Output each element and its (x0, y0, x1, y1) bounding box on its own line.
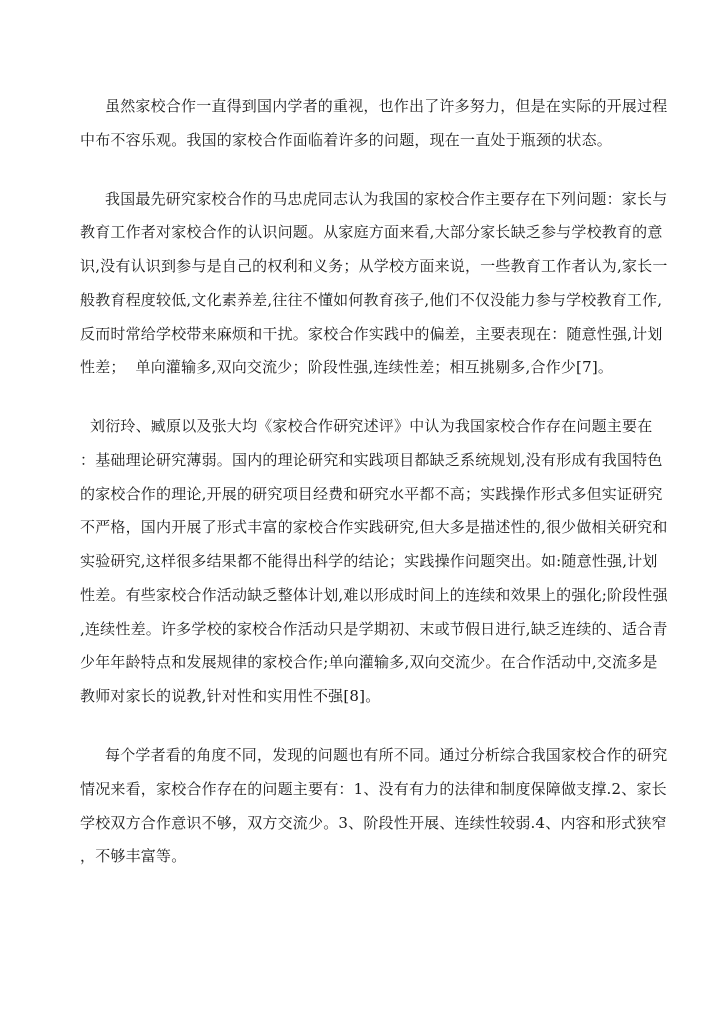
paragraph-line: 学校双方合作意识不够，双方交流少。3、阶段性开展、连续性较弱.4、内容和形式狭窄 (80, 814, 667, 832)
paragraph-line: 刘衍玲、臧原以及张大均《家校合作研究述评》中认为我国家校合作存在问题主要在 (90, 417, 653, 435)
paragraph-line: ，不够丰富等。 (80, 847, 187, 865)
paragraph-line: 我国最先研究家校合作的马忠虎同志认为我国的家校合作主要存在下列问题：家长与 (105, 190, 668, 208)
paragraph-line: 情况来看，家校合作存在的问题主要有：1、没有有力的法律和制度保障做支撑.2、家长 (80, 780, 667, 798)
paragraph-line: 教师对家长的说教,针对性和实用性不强[8]。 (80, 687, 381, 705)
paragraph-line: 虽然家校合作一直得到国内学者的重视，也作出了许多努力，但是在实际的开展过程 (105, 97, 668, 115)
paragraph-line: ：基础理论研究薄弱。国内的理论研究和实践项目都缺乏系统规划,没有形成有我国特色 (80, 451, 663, 469)
paragraph-line: 的家校合作的理论,开展的研究项目经费和研究水平都不高；实践操作形式多但实证研究 (80, 485, 663, 503)
paragraph-line: 般教育程度较低,文化素养差,往往不懂如何教育孩子,他们不仅没能力参与学校教育工作, (80, 291, 663, 309)
paragraph-line: 不严格，国内开展了形式丰富的家校合作实践研究,但大多是描述性的,很少做相关研究和 (80, 518, 668, 536)
paragraph-line: 每个学者看的角度不同，发现的问题也有所不同。通过分析综合我国家校合作的研究 (105, 746, 668, 764)
paragraph-line: 性差。有些家校合作活动缺乏整体计划,难以形成时间上的连续和效果上的强化;阶段性强 (80, 586, 668, 604)
paragraph-line: 少年年龄特点和发展规律的家校合作;单向灌输多,双向交流少。在合作活动中,交流多是 (80, 653, 658, 671)
paragraph-line: 实验研究,这样很多结果都不能得出科学的结论；实践操作问题突出。如:随意性强,计划 (80, 552, 658, 570)
paragraph-line: ,连续性差。许多学校的家校合作活动只是学期初、末或节假日进行,缺乏连续的、适合青 (80, 620, 668, 638)
paragraph-line: 中布不容乐观。我国的家校合作面临着许多的问题，现在一直处于瓶颈的状态。 (80, 131, 613, 149)
paragraph-line: 性差； 单向灌输多,双向交流少；阶段性强,连续性差；相互挑剔多,合作少[7]。 (80, 358, 614, 376)
paragraph-line: 反而时常给学校带来麻烦和干扰。家校合作实践中的偏差，主要表现在：随意性强,计划 (80, 325, 663, 343)
paragraph-line: 教育工作者对家校合作的认识问题。从家庭方面来看,大部分家长缺乏参与学校教育的意 (80, 223, 663, 241)
paragraph-line: 识,没有认识到参与是自己的权利和义务；从学校方面来说，一些教育工作者认为,家长一 (80, 257, 668, 275)
